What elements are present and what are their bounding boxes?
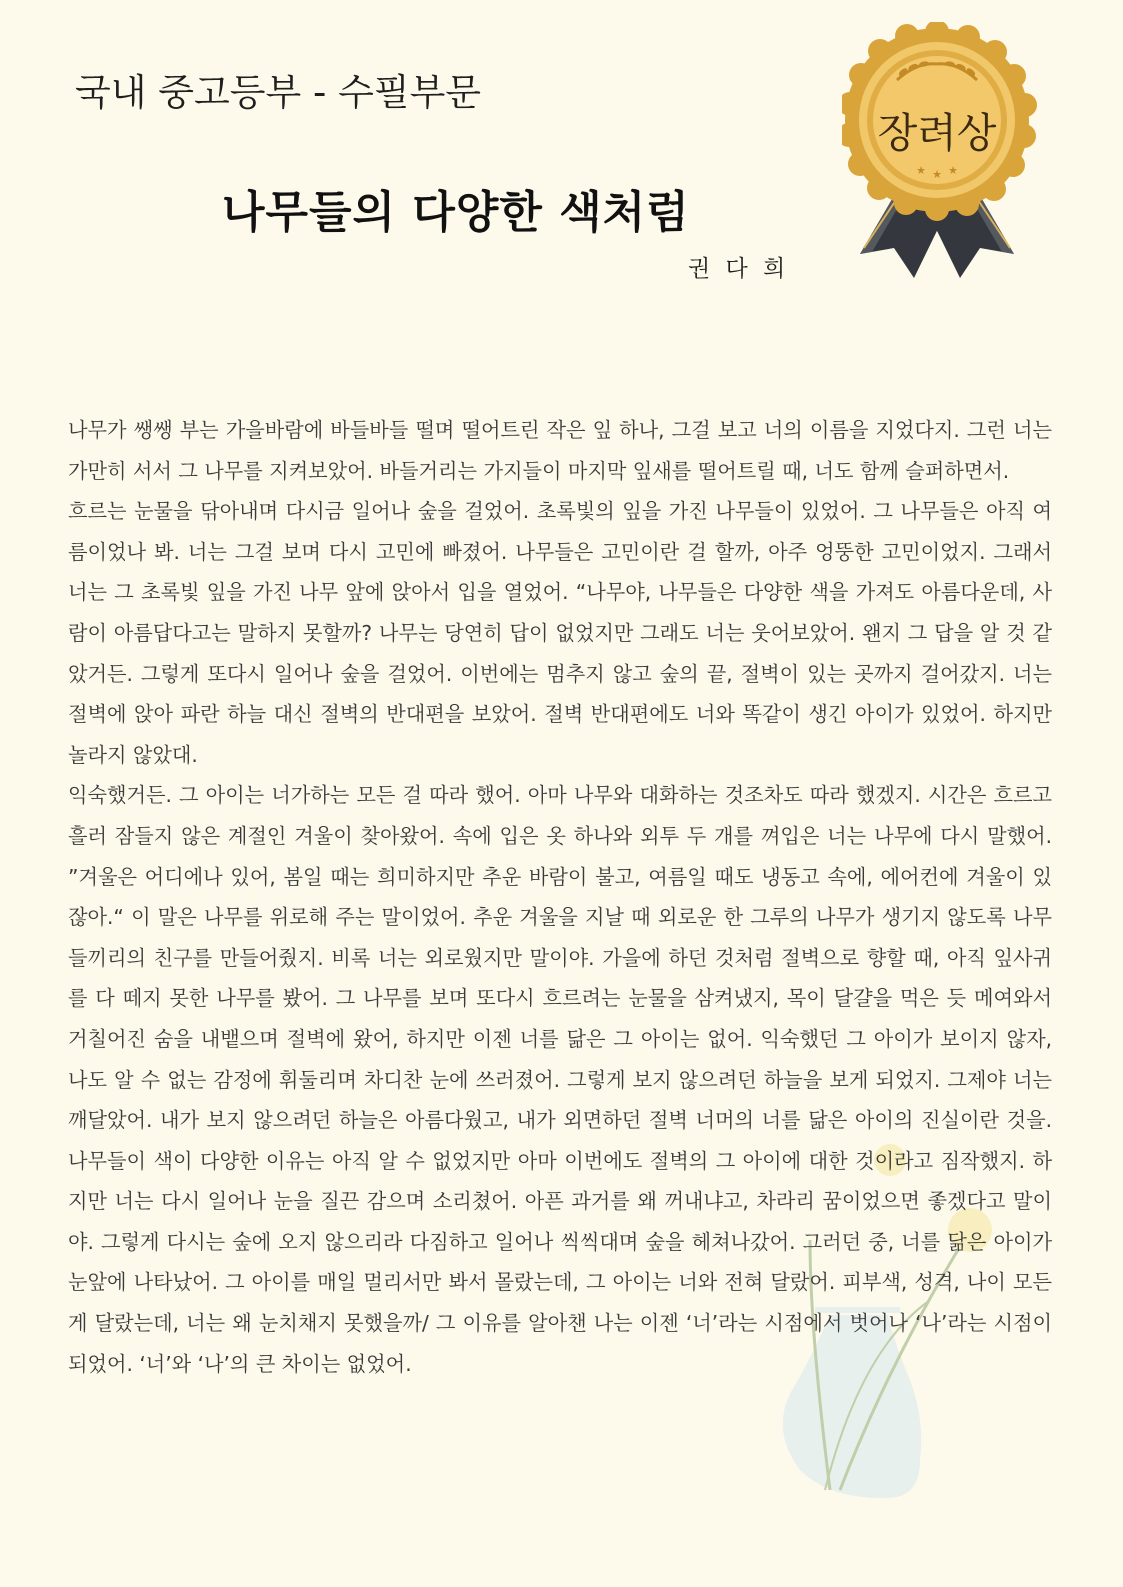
- author-name: 권 다 희: [688, 256, 790, 282]
- essay-paragraph: 나무가 쌩쌩 부는 가을바람에 바들바들 떨며 떨어트린 작은 잎 하나, 그걸 보고 너의 이름을 지었다지. 그런 너는 가만히 서서 그 나무를 지켜보았어. 바들거리는 가지들이 마지막 잎새를 떨어트릴 때, 너도 함께 슬퍼하면서.: [68, 418, 1052, 483]
- essay-paragraph: 흐르는 눈물을 닦아내며 다시금 일어나 숲을 걸었어. 초록빛의 잎을 가진 나무들이 있었어. 그 나무들은 아직 여름이었나 봐. 너는 그걸 보며 다시 고민에 빠졌어. 나무들은 고민이란 걸 할까, 아주 엉뚱한 고민이었지. 그래서 너는 그 초록빛 잎을 가진 나무 앞에 앉아서 입을 열었어. “나무야, 나무들은 다양한 색을 가져도 아름다운데, 사람이 아름답다고는 말하지 못할까? 나무는 당연히 답이 없었지만 그래도 너는 웃어보았어. 왠지 그 답을 알 것 같았거든. 그렇게 또다시 일어나 숲을 걸었어. 이번에는 멈추지 않고 숲의 끝, 절벽이 있는 곳까지 걸어갔지. 너는 절벽에 앉아 파란 하늘 대신 절벽의 반대편을 보았어. 절벽 반대편에도 너와 똑같이 생긴 아이가 있었어. 하지만 놀라지 않았대.: [68, 499, 1052, 767]
- category-heading: 국내 중고등부 - 수필부문: [75, 71, 482, 114]
- award-label: 장려상: [877, 109, 997, 157]
- essay-paragraph: 익숙했거든. 그 아이는 너가하는 모든 걸 따라 했어. 아마 나무와 대화하는 것조차도 따라 했겠지. 시간은 흐르고 흘러 잠들지 않은 계절인 겨울이 찾아왔어. 속에 입은 옷 하나와 외투 두 개를 껴입은 너는 나무에 다시 말했어. ”겨울은 어디에나 있어, 봄일 때는 희미하지만 추운 바람이 불고, 여름일 때도 냉동고 속에, 에어컨에 겨울이 있잖아.“ 이 말은 나무를 위로해 주는 말이었어. 추운 겨울을 지날 때 외로운 한 그루의 나무가 생기지 않도록 나무들끼리의 친구를 만들어줬지. 비록 너는 외로웠지만 말이야. 가을에 하던 것처럼 절벽으로 향할 때, 아직 잎사귀를 다 떼지 못한 나무를 봤어. 그 나무를 보며 또다시 흐르려는 눈물을 삼켜냈지, 목이 달걀을 먹은 듯 메여와서 거칠어진 숨을 내뱉으며 절벽에 왔어, 하지만 이젠 너를 닮은 그 아이는 없어. 익숙했던 그 아이가 보이지 않자, 나도 알 수 없는 감정에 휘둘리며 차디찬 눈에 쓰러졌어. 그렇게 보지 않으려던 하늘을 보게 되었지. 그제야 너는 깨달았어. 내가 보지 않으려던 하늘은 아름다웠고, 내가 외면하던 절벽 너머의 너를 닮은 아이의 진실이란 것을. 나무들이 색이 다양한 이유는 아직 알 수 없었지만 아마 이번에도 절벽의 그 아이에 대한 것이라고 짐작했지. 하지만 너는 다시 일어나 눈을 질끈 감으며 소리쳤어. 아픈 과거를 왜 꺼내냐고, 차라리 꿈이었으면 좋겠다고 말이야. 그렇게 다시는 숲에 오지 않으리라 다짐하고 일어나 씩씩대며 숲을 헤쳐나갔어. 그러던 중, 너를 닮은 아이가 눈앞에 나타났어. 그 아이를 매일 멀리서만 봐서 몰랐는데, 그 아이는 너와 전혀 달랐어. 피부색, 성격, 나이 모든 게 달랐는데, 너는 왜 눈치채지 못했을까/ 그 이유를 알아챈 나는 이젠 ‘너’라는 시점에서 벗어나 ‘나’라는 시점이 되었어. ‘너’와 ‘나’의 큰 차이는 없었어.: [68, 783, 1052, 1376]
- svg-text:★: ★: [932, 168, 942, 181]
- award-medal: [842, 22, 1054, 294]
- svg-text:★: ★: [948, 164, 958, 177]
- essay-body: [68, 410, 1052, 1384]
- essay-title: 나무들의 다양한 색처럼: [222, 187, 690, 238]
- svg-text:★: ★: [916, 164, 926, 177]
